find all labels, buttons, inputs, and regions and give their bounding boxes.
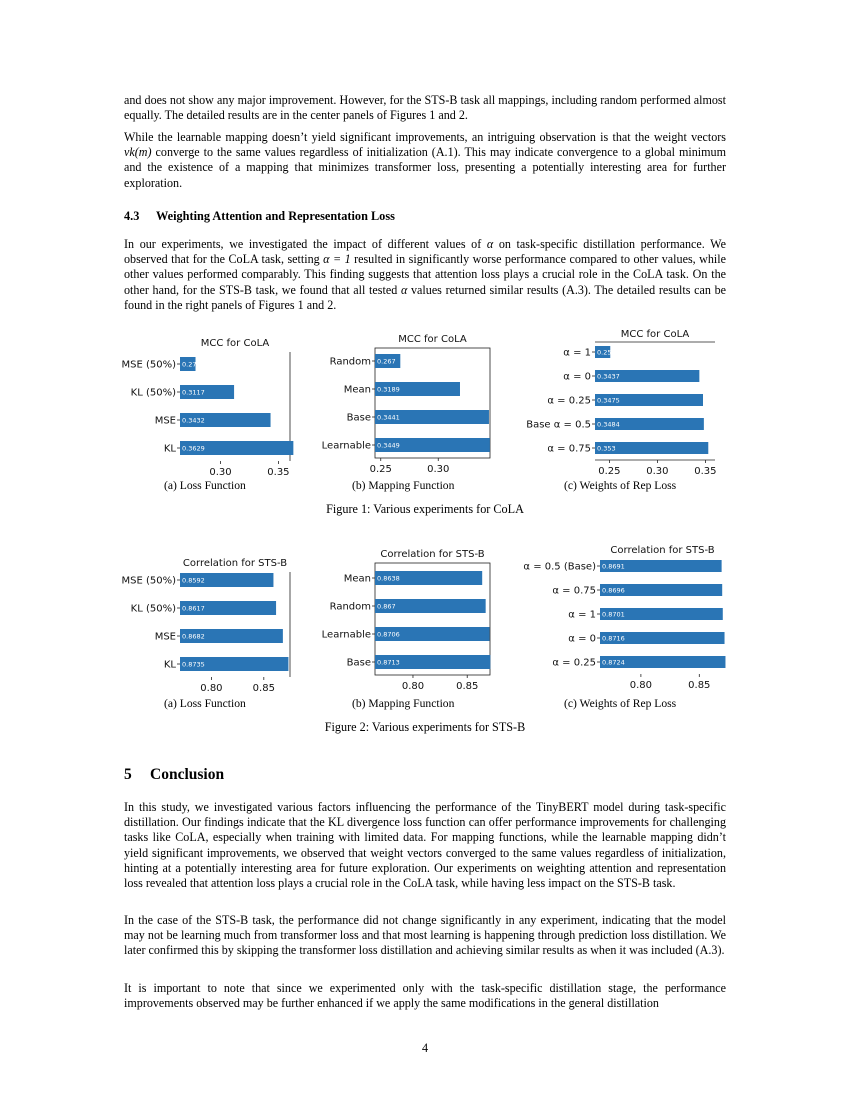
bar-value-label: 0.8701 <box>602 610 625 619</box>
subcaption-1a: (a) Loss Function <box>164 479 246 492</box>
category-label: KL (50%) <box>130 387 176 399</box>
bar-value-label: 0.867 <box>377 602 396 611</box>
category-label: Random <box>329 601 371 613</box>
x-tick-label: 0.80 <box>629 680 653 691</box>
math-alpha-equals-one: α = 1 <box>323 252 351 267</box>
category-label: α = 0.5 (Base) <box>523 561 596 573</box>
math-weight-vector: vk(m) <box>124 145 152 160</box>
paragraph-mapping-results: and does not show any major improvement. However, for the STS-B task all mappings, including random performed almost equally. The detailed results are in the center panels of Figures 1 and 2. <box>124 93 726 123</box>
x-tick-label: 0.25 <box>369 464 392 475</box>
chart-stsb-mapping-function <box>315 545 515 695</box>
category-label: α = 0 <box>568 633 596 645</box>
bar-value-label: 0.3441 <box>377 413 400 422</box>
chart-cola-rep-loss-weights <box>515 325 740 475</box>
text-segment: on task-specific distillation performance. We observed that for the CoLA task, setting <box>124 237 726 267</box>
section-title: Conclusion <box>150 766 225 783</box>
category-label: MSE <box>154 415 176 427</box>
bar-value-label: 0.3189 <box>377 385 400 394</box>
section-heading-conclusion <box>124 766 224 784</box>
x-tick-label: 0.30 <box>427 464 450 475</box>
chart-cola-mapping-function <box>315 330 515 475</box>
bar-value-label: 0.8716 <box>602 634 625 643</box>
chart-title: MCC for CoLA <box>620 329 690 340</box>
category-label: MSE (50%) <box>121 575 176 587</box>
category-label: Learnable <box>321 440 371 452</box>
bar-value-label: 0.2509 <box>597 348 620 357</box>
bar-value-label: 0.353 <box>597 444 616 453</box>
bar-value-label: 0.2784 <box>182 360 205 369</box>
bar-value-label: 0.8682 <box>182 632 205 641</box>
x-tick-label: 0.35 <box>694 466 717 477</box>
x-tick-label: 0.85 <box>252 683 275 694</box>
text-segment: resulted in significantly worse performance compared to other values, while other values performed comparably. This finding suggests that attention loss plays a crucial role in the CoLA task. On the other hand, for the STS-B task, we found that all tested <box>124 252 726 297</box>
paragraph-conclusion-1: In this study, we investigated various factors influencing the performance of the TinyBERT model during task-specific distillation. Our findings indicate that the KL divergence loss function can offer performance improvements for challenging tasks like CoLA, especially when training with limited data. For mapping functions, while the learnable mapping didn’t yield significant improvements, we observed that weight vectors converged to the same values regardless of initialization, hinting at a potentially interesting area for future exploration. Our experiments on weighting attention and representation loss revealed that attention loss plays a crucial role in the CoLA task, while having less impact on the STS-B task. <box>124 800 726 891</box>
category-label: Learnable <box>321 629 371 641</box>
bar-value-label: 0.8724 <box>602 658 625 667</box>
bar-value-label: 0.8638 <box>377 574 400 583</box>
category-label: Base α = 0.5 <box>526 419 591 431</box>
section-number: 4.3 <box>124 209 140 223</box>
category-label: α = 0.75 <box>547 443 591 455</box>
chart-title: Correlation for STS-B <box>182 558 288 569</box>
bar-value-label: 0.8617 <box>182 604 205 613</box>
x-tick-label: 0.30 <box>209 467 232 478</box>
bar-value-label: 0.3484 <box>597 420 620 429</box>
x-tick-label: 0.85 <box>688 680 711 691</box>
section-number: 5 <box>124 766 132 783</box>
category-label: MSE (50%) <box>121 359 176 371</box>
bar-value-label: 0.8735 <box>182 660 205 669</box>
bar-value-label: 0.267 <box>377 357 396 366</box>
math-alpha: α <box>400 282 408 297</box>
bar-value-label: 0.8696 <box>602 586 625 595</box>
x-tick-label: 0.30 <box>646 466 669 477</box>
category-label: Base <box>346 412 371 424</box>
chart-stsb-rep-loss-weights <box>515 537 740 695</box>
paragraph-alpha-experiments <box>124 237 726 313</box>
math-alpha: α <box>486 237 494 251</box>
bar-value-label: 0.3629 <box>182 444 205 453</box>
subcaption-2a: (a) Loss Function <box>164 697 246 710</box>
bar-value-label: 0.3449 <box>377 441 400 450</box>
bar-value-label: 0.3437 <box>597 372 620 381</box>
bar-value-label: 0.8691 <box>602 562 625 571</box>
paragraph-conclusion-3: It is important to note that since we experimented only with the task-specific distillation stage, the performance improvements observed may be further enhanced if we apply the same modifications in the general distillation <box>124 981 726 1011</box>
x-tick-label: 0.80 <box>401 681 425 692</box>
chart-stsb-loss-function <box>110 550 310 695</box>
section-heading-4-3 <box>124 209 395 224</box>
category-label: Mean <box>343 384 371 396</box>
figure-1-caption: Figure 1: Various experiments for CoLA <box>326 502 524 516</box>
category-label: Mean <box>343 573 371 585</box>
category-label: α = 0 <box>563 371 591 383</box>
bar-value-label: 0.3117 <box>182 388 205 397</box>
subcaption-2b: (b) Mapping Function <box>352 697 455 710</box>
subcaption-1c: (c) Weights of Rep Loss <box>564 479 677 492</box>
subcaption-1b: (b) Mapping Function <box>352 479 455 492</box>
category-label: Random <box>329 356 371 368</box>
bar-value-label: 0.3475 <box>597 396 620 405</box>
chart-title: MCC for CoLA <box>200 338 270 349</box>
paragraph-conclusion-2: In the case of the STS-B task, the performance did not change significantly in any experiment, indicating that the model may not be learning much from transformer loss and that most learning is happening through prediction loss distillation. We later confirmed this by skipping the transformer loss distillation and achieving similar results as when it was included (A.3). <box>124 913 726 958</box>
category-label: KL <box>163 443 176 455</box>
bar-value-label: 0.8713 <box>377 658 400 667</box>
category-label: α = 1 <box>568 609 596 621</box>
chart-title: MCC for CoLA <box>398 334 467 345</box>
bar-value-label: 0.8592 <box>182 576 205 585</box>
category-label: KL <box>163 659 176 671</box>
category-label: α = 0.75 <box>552 585 596 597</box>
figure-2-caption: Figure 2: Various experiments for STS-B <box>324 720 526 734</box>
chart-cola-loss-function <box>110 330 310 478</box>
chart-title: Correlation for STS-B <box>380 549 485 560</box>
section-title: Weighting Attention and Representation Loss <box>156 209 395 223</box>
x-tick-label: 0.35 <box>267 467 290 478</box>
bar-value-label: 0.3432 <box>182 416 205 425</box>
subcaption-2c: (c) Weights of Rep Loss <box>564 697 677 710</box>
bar-value-label: 0.8706 <box>377 630 400 639</box>
category-label: α = 0.25 <box>552 657 596 669</box>
category-label: α = 0.25 <box>547 395 591 407</box>
x-tick-label: 0.25 <box>598 466 621 477</box>
category-label: KL (50%) <box>130 603 176 615</box>
category-label: Base <box>346 657 371 669</box>
x-tick-label: 0.85 <box>456 681 479 692</box>
paragraph-learnable-mapping <box>124 130 726 191</box>
text-segment: values returned similar results (A.3). The detailed results can be found in the right panels of Figures 1 and 2. <box>124 282 726 312</box>
page-number: 4 <box>421 1041 429 1055</box>
x-tick-label: 0.80 <box>200 683 223 694</box>
category-label: MSE <box>154 631 176 643</box>
category-label: α = 1 <box>563 347 591 359</box>
text-segment: converge to the same values regardless of initialization (A.1). This may indicate convergence to a global minimum and the existence of a mapping that minimizes transformer loss, presenting a potentially interesting area for further exploration. <box>124 145 726 190</box>
text-segment: In our experiments, we investigated the impact of different values of <box>124 237 487 251</box>
chart-title: Correlation for STS-B <box>610 545 715 556</box>
text-segment: While the learnable mapping doesn’t yield significant improvements, an intriguing observation is that the weight vectors <box>124 130 726 144</box>
